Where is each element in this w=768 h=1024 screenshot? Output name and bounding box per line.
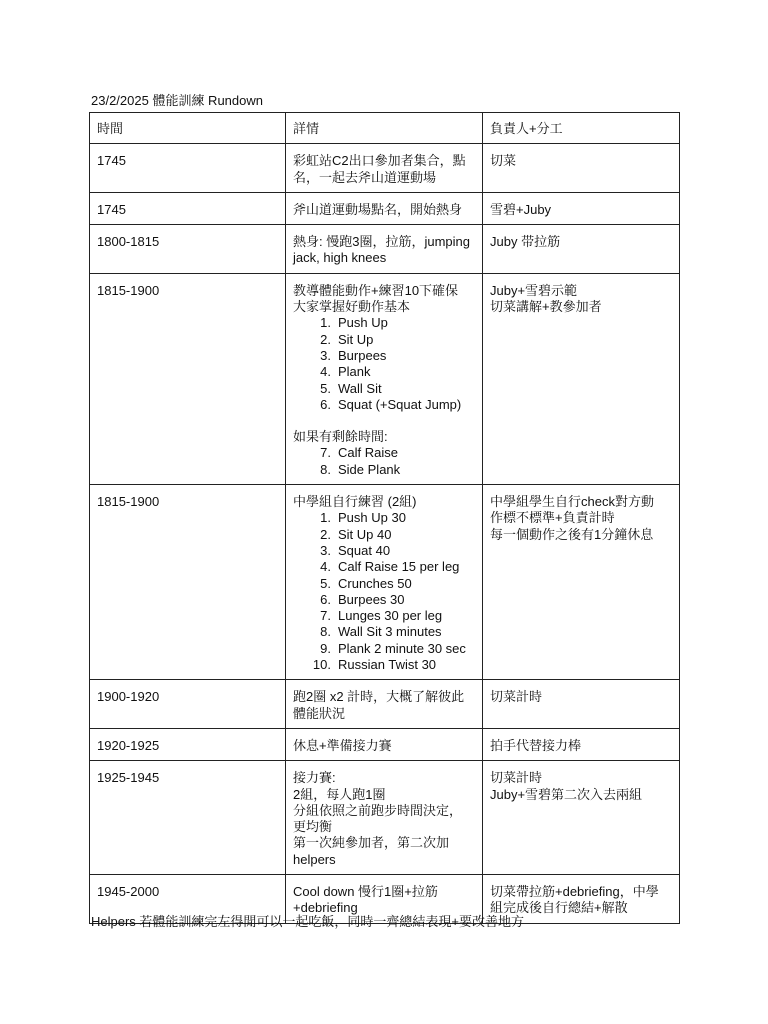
details-line: 教導體能動作+練習10下確保 bbox=[293, 282, 459, 298]
list-item-number: 7. bbox=[320, 608, 331, 624]
cell-owner bbox=[483, 192, 680, 224]
details-line: 彩虹站C2出口參加者集合，點 bbox=[293, 153, 466, 169]
cell-details bbox=[286, 225, 483, 274]
table-row bbox=[90, 192, 680, 224]
list-item bbox=[293, 527, 475, 543]
list-item bbox=[293, 445, 475, 461]
list-item-number: 5. bbox=[320, 380, 331, 396]
document-title: 23/2/2025 體能訓練 Rundown bbox=[91, 93, 263, 108]
list-item-text: Push Up 30 bbox=[338, 510, 406, 526]
list-item-number: 1. bbox=[320, 315, 331, 331]
rundown-table bbox=[89, 112, 680, 924]
list-item-text: Calf Raise 15 per leg bbox=[338, 559, 460, 575]
owner-line: 切菜 bbox=[490, 153, 517, 169]
list-item-number: 6. bbox=[320, 396, 331, 412]
list-item-number: 4. bbox=[320, 364, 331, 380]
list-item bbox=[293, 624, 475, 640]
owner-line: 組完成後自行總結+解散 bbox=[490, 900, 628, 916]
list-item-text: Burpees 30 bbox=[338, 591, 405, 607]
list-item-text: Plank bbox=[338, 364, 371, 380]
cell-owner bbox=[483, 485, 680, 680]
table-row bbox=[90, 144, 680, 193]
details-line: 體能狀況 bbox=[293, 705, 346, 721]
list-item-number: 2. bbox=[320, 526, 331, 542]
cell-details bbox=[286, 680, 483, 729]
details-line: +debriefing bbox=[293, 900, 358, 916]
details-line: 更均衡 bbox=[293, 819, 333, 835]
details-line: 斧山道運動場點名，開始熱身 bbox=[293, 201, 463, 217]
list-item bbox=[293, 348, 475, 364]
header-time: 時間 bbox=[90, 113, 286, 144]
extra-exercise-list bbox=[293, 445, 475, 478]
list-item bbox=[293, 576, 475, 592]
extra-time-label: 如果有剩餘時間: bbox=[293, 429, 388, 445]
header-owner: 負責人+分工 bbox=[483, 113, 680, 144]
list-item-text: Sit Up bbox=[338, 331, 374, 347]
cell-owner bbox=[483, 225, 680, 274]
list-item-text: Russian Twist 30 bbox=[338, 657, 437, 673]
list-item bbox=[293, 559, 475, 575]
details-line: 第一次純參加者，第二次加 bbox=[293, 835, 450, 851]
owner-line: 切菜帶拉筋+debriefing，中學 bbox=[490, 883, 659, 899]
list-item-number: 7. bbox=[320, 445, 331, 461]
list-item-number: 4. bbox=[320, 559, 331, 575]
list-item bbox=[293, 510, 475, 526]
table-row bbox=[90, 761, 680, 875]
details-line: helpers bbox=[293, 851, 336, 867]
exercise-list bbox=[293, 315, 475, 413]
list-item-number: 6. bbox=[320, 591, 331, 607]
cell-details bbox=[286, 192, 483, 224]
table-row bbox=[90, 680, 680, 729]
details-line: 名，一起去斧山道運動場 bbox=[293, 169, 437, 185]
list-item-number: 3. bbox=[320, 542, 331, 558]
list-item-text: Wall Sit 3 minutes bbox=[338, 624, 442, 640]
details-line: 大家掌握好動作基本 bbox=[293, 299, 411, 315]
list-item-number: 5. bbox=[320, 575, 331, 591]
header-details: 詳情 bbox=[286, 113, 483, 144]
details-line: 休息+準備接力賽 bbox=[293, 737, 392, 753]
list-item bbox=[293, 462, 475, 478]
cell-details bbox=[286, 273, 483, 484]
table-row bbox=[90, 485, 680, 680]
list-item-text: Sit Up 40 bbox=[338, 526, 392, 542]
list-item-number: 2. bbox=[320, 331, 331, 347]
list-item-text: Squat (+Squat Jump) bbox=[338, 396, 462, 412]
cell-owner bbox=[483, 680, 680, 729]
list-item-text: Burpees bbox=[338, 347, 387, 363]
owner-line: 切菜計時 bbox=[490, 689, 543, 705]
cell-time: 1920-1925 bbox=[90, 728, 286, 760]
list-item bbox=[293, 364, 475, 380]
list-item-text: Side Plank bbox=[338, 461, 401, 477]
list-item-text: Plank 2 minute 30 sec bbox=[338, 640, 466, 656]
details-line: Cool down 慢行1圈+拉筋 bbox=[293, 883, 438, 899]
details-line: 接力賽: bbox=[293, 770, 336, 786]
details-line: 2組，每人跑1圈 bbox=[293, 786, 386, 802]
list-item-number: 3. bbox=[320, 347, 331, 363]
details-line: 跑2圈 x2 計時，大概了解彼此 bbox=[293, 689, 465, 705]
list-item bbox=[293, 332, 475, 348]
list-item-text: Lunges 30 per leg bbox=[338, 608, 443, 624]
owner-line: 每一個動作之後有1分鐘休息 bbox=[490, 526, 654, 542]
list-item-number: 9. bbox=[320, 640, 331, 656]
cell-time: 1925-1945 bbox=[90, 761, 286, 875]
list-item-text: Calf Raise bbox=[338, 445, 398, 461]
cell-time: 1945-2000 bbox=[90, 874, 286, 923]
owner-line: 作標不標準+負責計時 bbox=[490, 510, 615, 526]
list-item-text: Squat 40 bbox=[338, 542, 391, 558]
cell-time: 1900-1920 bbox=[90, 680, 286, 729]
spacer bbox=[293, 413, 475, 429]
cell-owner bbox=[483, 761, 680, 875]
cell-time: 1745 bbox=[90, 144, 286, 193]
list-item bbox=[293, 608, 475, 624]
owner-line: Juby 带拉筋 bbox=[490, 234, 561, 250]
list-item-number: 1. bbox=[320, 510, 331, 526]
list-item-text: Crunches 50 bbox=[338, 575, 412, 591]
list-item bbox=[293, 543, 475, 559]
cell-details bbox=[286, 761, 483, 875]
details-line: 熱身: 慢跑3圈，拉筋，jumping bbox=[293, 234, 470, 250]
cell-time: 1815-1900 bbox=[90, 485, 286, 680]
owner-line: 雪碧+Juby bbox=[490, 201, 552, 217]
owner-line: 切菜講解+教參加者 bbox=[490, 299, 602, 315]
list-item-number: 8. bbox=[320, 624, 331, 640]
list-item-text: Wall Sit bbox=[338, 380, 382, 396]
details-line: 分組依照之前跑步時間決定， bbox=[293, 802, 463, 818]
owner-line: 切菜計時 bbox=[490, 770, 543, 786]
cell-details bbox=[286, 485, 483, 680]
table-header-row bbox=[90, 113, 680, 144]
list-item bbox=[293, 315, 475, 331]
table-row bbox=[90, 273, 680, 484]
owner-line: Juby+雪碧第二次入去兩組 bbox=[490, 786, 643, 802]
cell-owner bbox=[483, 728, 680, 760]
footer-note: Helpers 若體能訓練完左得閒可以一起吃飯，同時一齊總結表現+要改善地方 bbox=[91, 914, 524, 929]
owner-line: 拍手代替接力棒 bbox=[490, 737, 582, 753]
list-item bbox=[293, 381, 475, 397]
cell-owner bbox=[483, 144, 680, 193]
table-row bbox=[90, 225, 680, 274]
details-line: jack, high knees bbox=[293, 250, 387, 266]
list-item bbox=[293, 397, 475, 413]
details-line: 中學組自行練習 (2組) bbox=[293, 494, 417, 510]
exercise-list bbox=[293, 510, 475, 673]
list-item-text: Push Up bbox=[338, 315, 388, 331]
list-item bbox=[293, 592, 475, 608]
owner-line: Juby+雪碧示範 bbox=[490, 282, 578, 298]
list-item-number: 10. bbox=[312, 657, 331, 673]
cell-time: 1745 bbox=[90, 192, 286, 224]
cell-details bbox=[286, 144, 483, 193]
cell-time: 1815-1900 bbox=[90, 273, 286, 484]
cell-time: 1800-1815 bbox=[90, 225, 286, 274]
table-row bbox=[90, 728, 680, 760]
list-item-number: 8. bbox=[320, 461, 331, 477]
list-item bbox=[293, 641, 475, 657]
cell-details bbox=[286, 728, 483, 760]
list-item bbox=[293, 657, 475, 673]
cell-owner bbox=[483, 273, 680, 484]
owner-line: 中學組學生自行check對方動 bbox=[490, 494, 654, 510]
